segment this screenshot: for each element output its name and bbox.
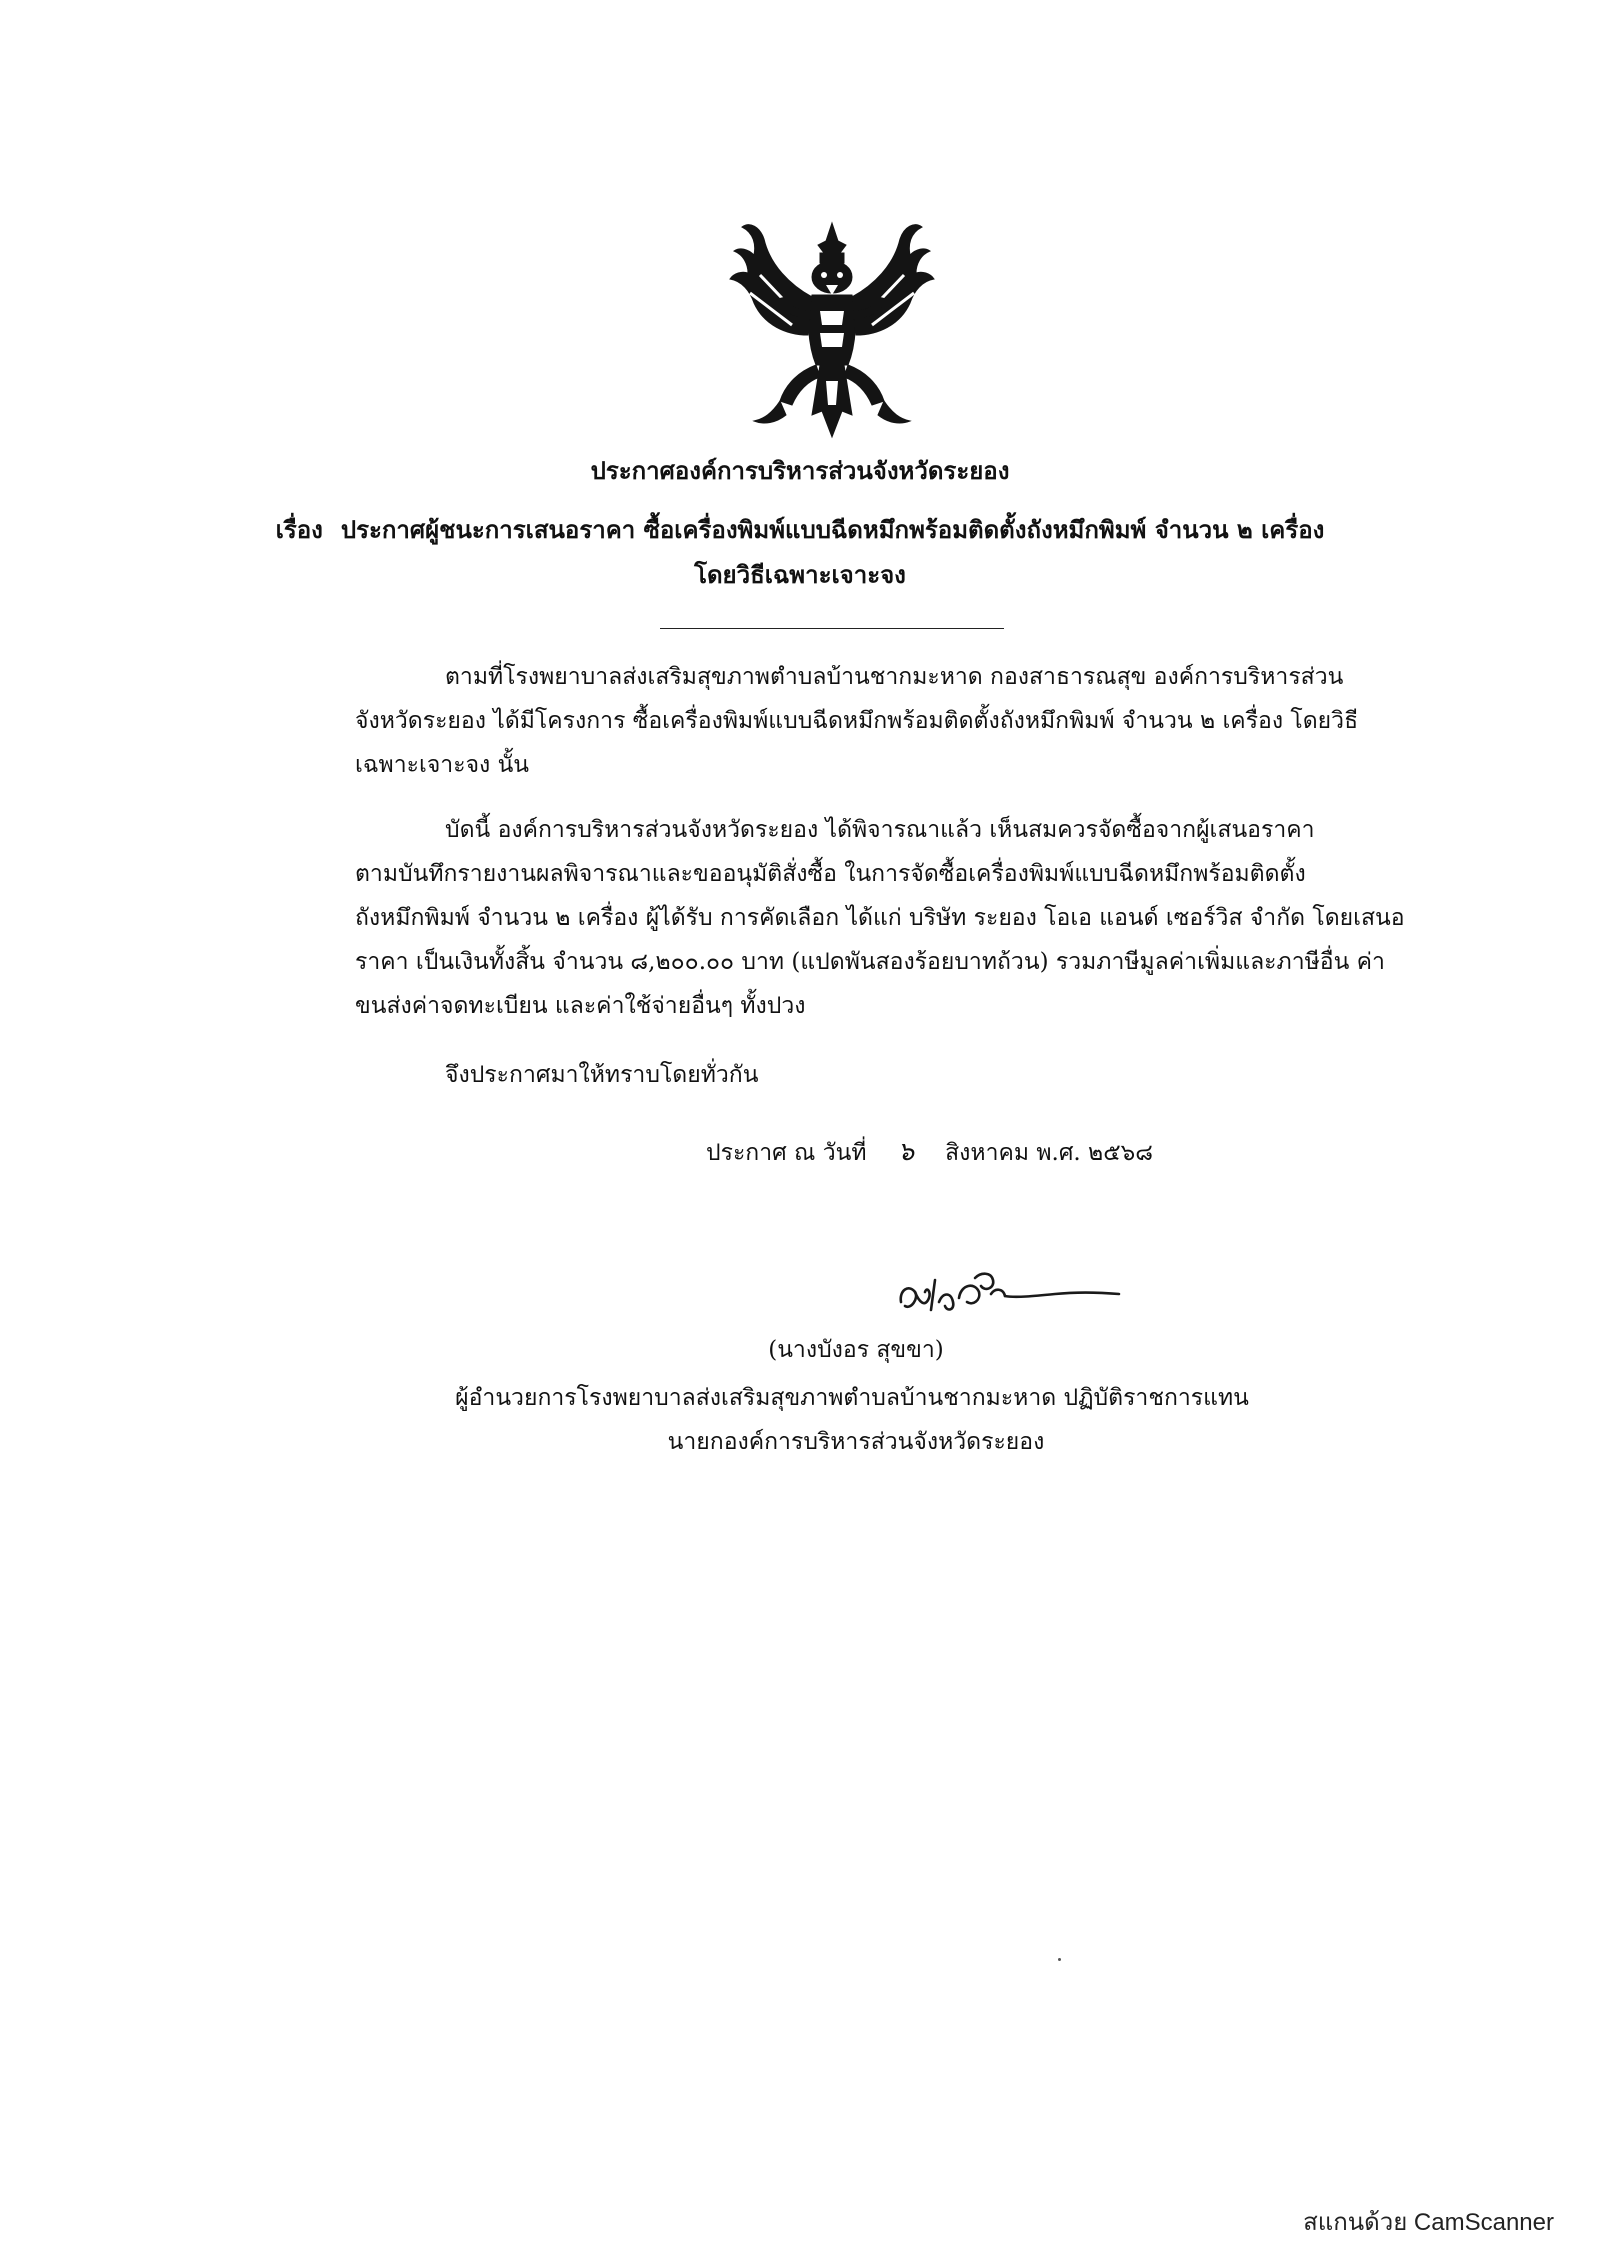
paragraph-2 (355, 808, 1415, 1028)
subject-line (0, 513, 1600, 547)
paragraph-line: ขนส่งค่าจดทะเบียน และค่าใช้จ่ายอื่นๆ ทั้งปวง (355, 993, 806, 1019)
paragraph-line: ตามที่โรงพยาบาลส่งเสริมสุขภาพตำบลบ้านชากมะหาด กองสาธารณสุข องค์การบริหารส่วน (445, 664, 1344, 690)
paragraph-line: เฉพาะเจาะจง นั้น (355, 752, 530, 778)
signatory-title-line2: นายกองค์การบริหารส่วนจังหวัดระยอง (667, 1429, 1045, 1455)
date-prefix: ประกาศ ณ วันที่ (706, 1140, 867, 1166)
paragraph-line: บัดนี้ องค์การบริหารส่วนจังหวัดระยอง ได้พิจารณาแล้ว เห็นสมควรจัดซื้อจากผู้เสนอราคา (445, 817, 1315, 843)
paragraph-line: ราคา เป็นเงินทั้งสิ้น จำนวน ๘,๒๐๐.๐๐ บาท (แปดพันสองร้อยบาทถ้วน) รวมภาษีมูลค่าเพิ่มและภาษีอื่น ค่า (355, 949, 1385, 975)
closing-statement: จึงประกาศมาให้ทราบโดยทั่วกัน (445, 1062, 759, 1088)
subject-label: เรื่อง (275, 515, 323, 544)
signatory-name: (นางบังอร สุขขา) (768, 1337, 944, 1363)
paragraph-1 (355, 655, 1415, 787)
subject-method: โดยวิธีเฉพาะเจาะจง (694, 560, 906, 589)
signatory-title-line1: ผู้อำนวยการโรงพยาบาลส่งเสริมสุขภาพตำบลบ้านชากมะหาด ปฏิบัติราชการแทน (455, 1385, 1249, 1411)
paragraph-3 (355, 1053, 1415, 1097)
date-day: ๖ (897, 1137, 915, 1167)
paragraph-line: ถังหมึกพิมพ์ จำนวน ๒ เครื่อง ผู้ได้รับ การคัดเลือก ได้แก่ บริษัท ระยอง โอเอ แอนด์ เซอร์วิส จำกัด โดยเสนอ (355, 905, 1405, 931)
header-divider (660, 628, 1004, 629)
handwritten-signature-icon (895, 1262, 1125, 1332)
paragraph-line: จังหวัดระยอง ได้มีโครงการ ซื้อเครื่องพิมพ์แบบฉีดหมึกพร้อมติดตั้งถังหมึกพิมพ์ จำนวน ๒ เครื่อง โดยวิธี (355, 708, 1359, 734)
date-month-year: สิงหาคม พ.ศ. ๒๕๖๘ (945, 1140, 1153, 1166)
scanner-watermark: สแกนด้วย CamScanner (1303, 2209, 1554, 2236)
subject-text: ประกาศผู้ชนะการเสนอราคา ซื้อเครื่องพิมพ์แบบฉีดหมึกพร้อมติดตั้งถังหมึกพิมพ์ จำนวน ๒ เครื่อง (340, 515, 1325, 544)
garuda-emblem-icon (720, 215, 945, 445)
paragraph-line: ตามบันทึกรายงานผลพิจารณาและขออนุมัติสั่งซื้อ ในการจัดซื้อเครื่องพิมพ์แบบฉีดหมึกพร้อมติดตั้ง (355, 861, 1306, 887)
announcement-date (706, 1132, 1153, 1173)
scan-speck (1058, 1958, 1061, 1961)
announcement-title: ประกาศองค์การบริหารส่วนจังหวัดระยอง (590, 456, 1010, 485)
